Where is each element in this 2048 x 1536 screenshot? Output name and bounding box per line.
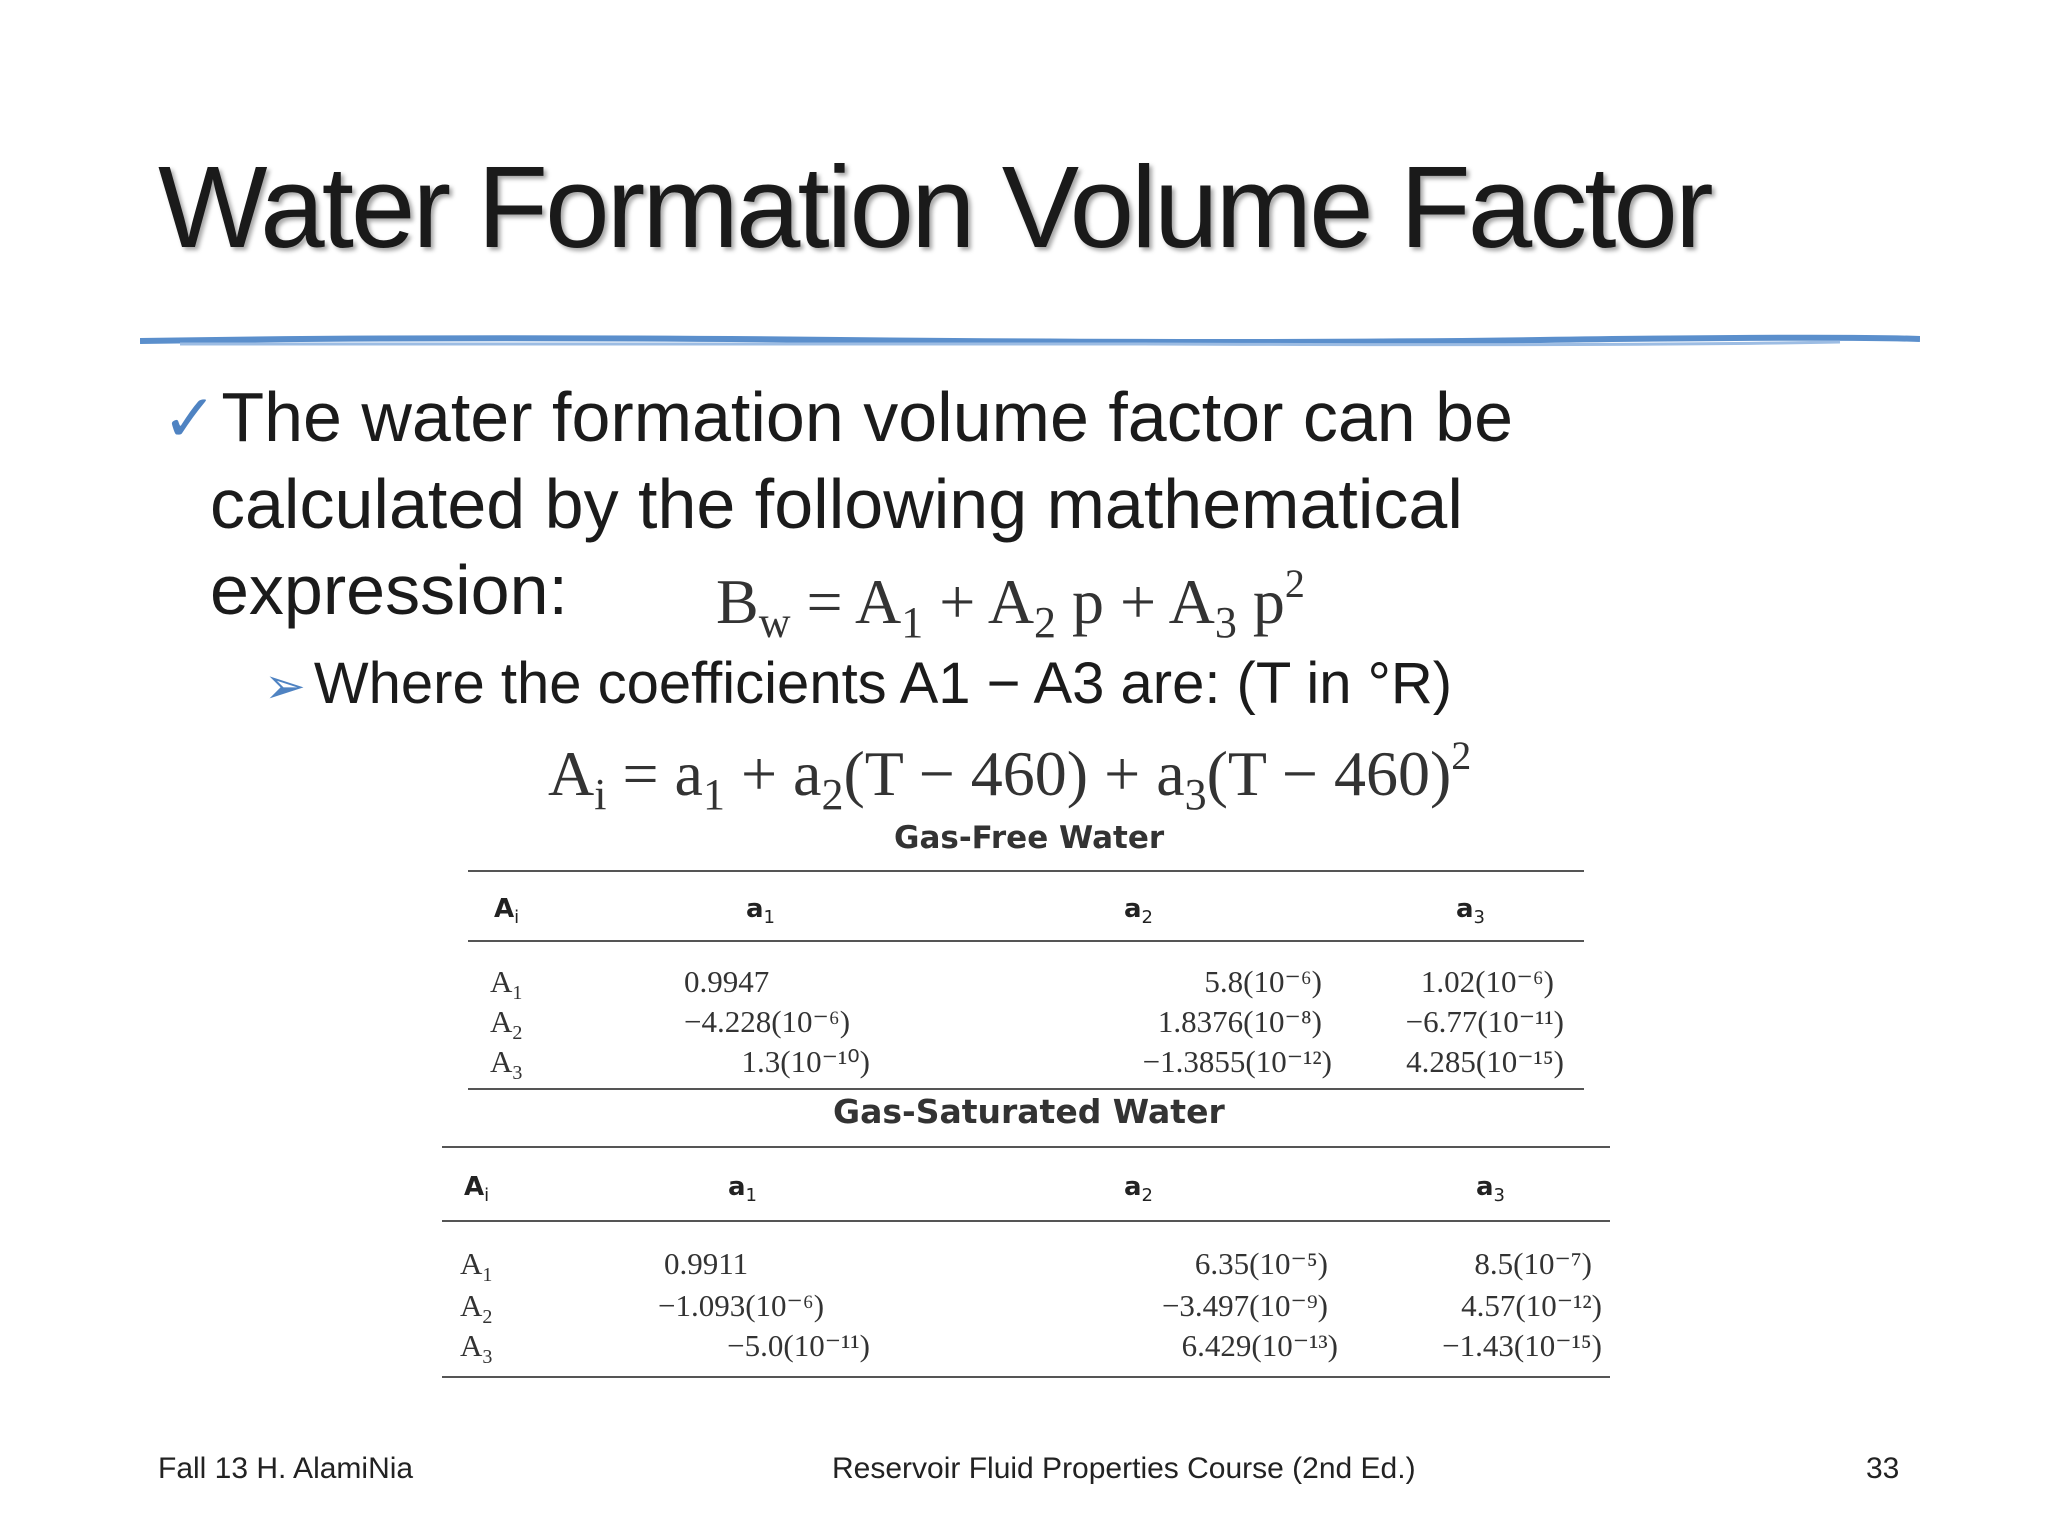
gas-saturated-title: Gas-Saturated Water <box>833 1092 1225 1131</box>
table-cell: 5.8(10⁻⁶) <box>1204 964 1322 999</box>
table-cell: −1.093(10⁻⁶) <box>658 1288 825 1323</box>
table-row-label: $A_2$ <box>460 1288 493 1328</box>
table-cell: −6.77(10⁻¹¹) <box>1405 1004 1564 1039</box>
check-icon: ✓ <box>162 381 218 455</box>
ai-formula: $A_i = a_1 + a_2(T - 460) + a_3(T - 460)^2$ <box>548 733 1472 819</box>
header-a2: $a_2$ <box>1124 1172 1153 1206</box>
table-cell: −1.3855(10⁻¹²) <box>1142 1044 1332 1079</box>
table-cell: 1.8376(10⁻⁸) <box>1157 1004 1322 1039</box>
header-ai: $A_i$ <box>464 1172 490 1206</box>
gas-free-title: Gas-Free Water <box>894 820 1165 856</box>
table-cell: 1.3(10⁻¹⁰) <box>741 1044 870 1079</box>
bullet-line-2: calculated by the following mathematical <box>210 465 1463 543</box>
bullet-line-1: The water formation volume factor can be <box>221 378 1514 456</box>
sub-bullet-text: Where the coefficients A1 − A3 are: (T in °R) <box>313 651 1453 716</box>
table-row-label: $A_3$ <box>460 1328 493 1368</box>
table-cell: −5.0(10⁻¹¹) <box>727 1328 870 1363</box>
gas-saturated-table <box>442 1146 1610 1378</box>
arrow-right-icon: ➢ <box>264 658 306 714</box>
table-cell: −3.497(10⁻⁹) <box>1161 1288 1328 1323</box>
table-cell: 1.02(10⁻⁶) <box>1420 964 1554 999</box>
table-cell: 0.9947 <box>684 964 770 999</box>
footer-center: Reservoir Fluid Properties Course (2nd Ed.) <box>832 1452 1416 1485</box>
table-row-label: $A_2$ <box>490 1004 523 1044</box>
slide-title: Water Formation Volume Factor <box>158 142 1711 272</box>
sub-bullet <box>264 650 1452 717</box>
table-row-label: $A_1$ <box>460 1246 493 1286</box>
table-cell: 4.57(10⁻¹²) <box>1461 1288 1602 1323</box>
bullet-line-3: expression: <box>210 551 568 629</box>
table-row-label: $A_1$ <box>490 964 523 1004</box>
header-a3: $a_3$ <box>1476 1172 1505 1206</box>
table-cell: −1.43(10⁻¹⁵) <box>1442 1328 1602 1363</box>
title-underline <box>140 333 1920 349</box>
page-number: 33 <box>1866 1452 1900 1485</box>
header-a1: $a_1$ <box>746 894 775 928</box>
header-a2: $a_2$ <box>1124 894 1153 928</box>
table-cell: −4.228(10⁻⁶) <box>684 1004 851 1039</box>
footer-left: Fall 13 H. AlamiNia <box>158 1452 414 1485</box>
table-cell: 6.35(10⁻⁵) <box>1194 1246 1328 1281</box>
table-cell: 4.285(10⁻¹⁵) <box>1406 1044 1564 1079</box>
header-ai: $A_i$ <box>494 894 520 928</box>
bw-formula: $B_w = A_1 + A_2$ $p + A_3$ $p^2$ <box>716 561 1305 647</box>
header-a3: $a_3$ <box>1456 894 1485 928</box>
table-row-label: $A_3$ <box>490 1044 523 1084</box>
table-cell: 0.9911 <box>664 1246 749 1281</box>
gas-free-table <box>468 870 1584 1090</box>
table-cell: 8.5(10⁻⁷) <box>1474 1246 1592 1281</box>
header-a1: $a_1$ <box>728 1172 757 1206</box>
table-cell: 6.429(10⁻¹³) <box>1181 1328 1338 1363</box>
